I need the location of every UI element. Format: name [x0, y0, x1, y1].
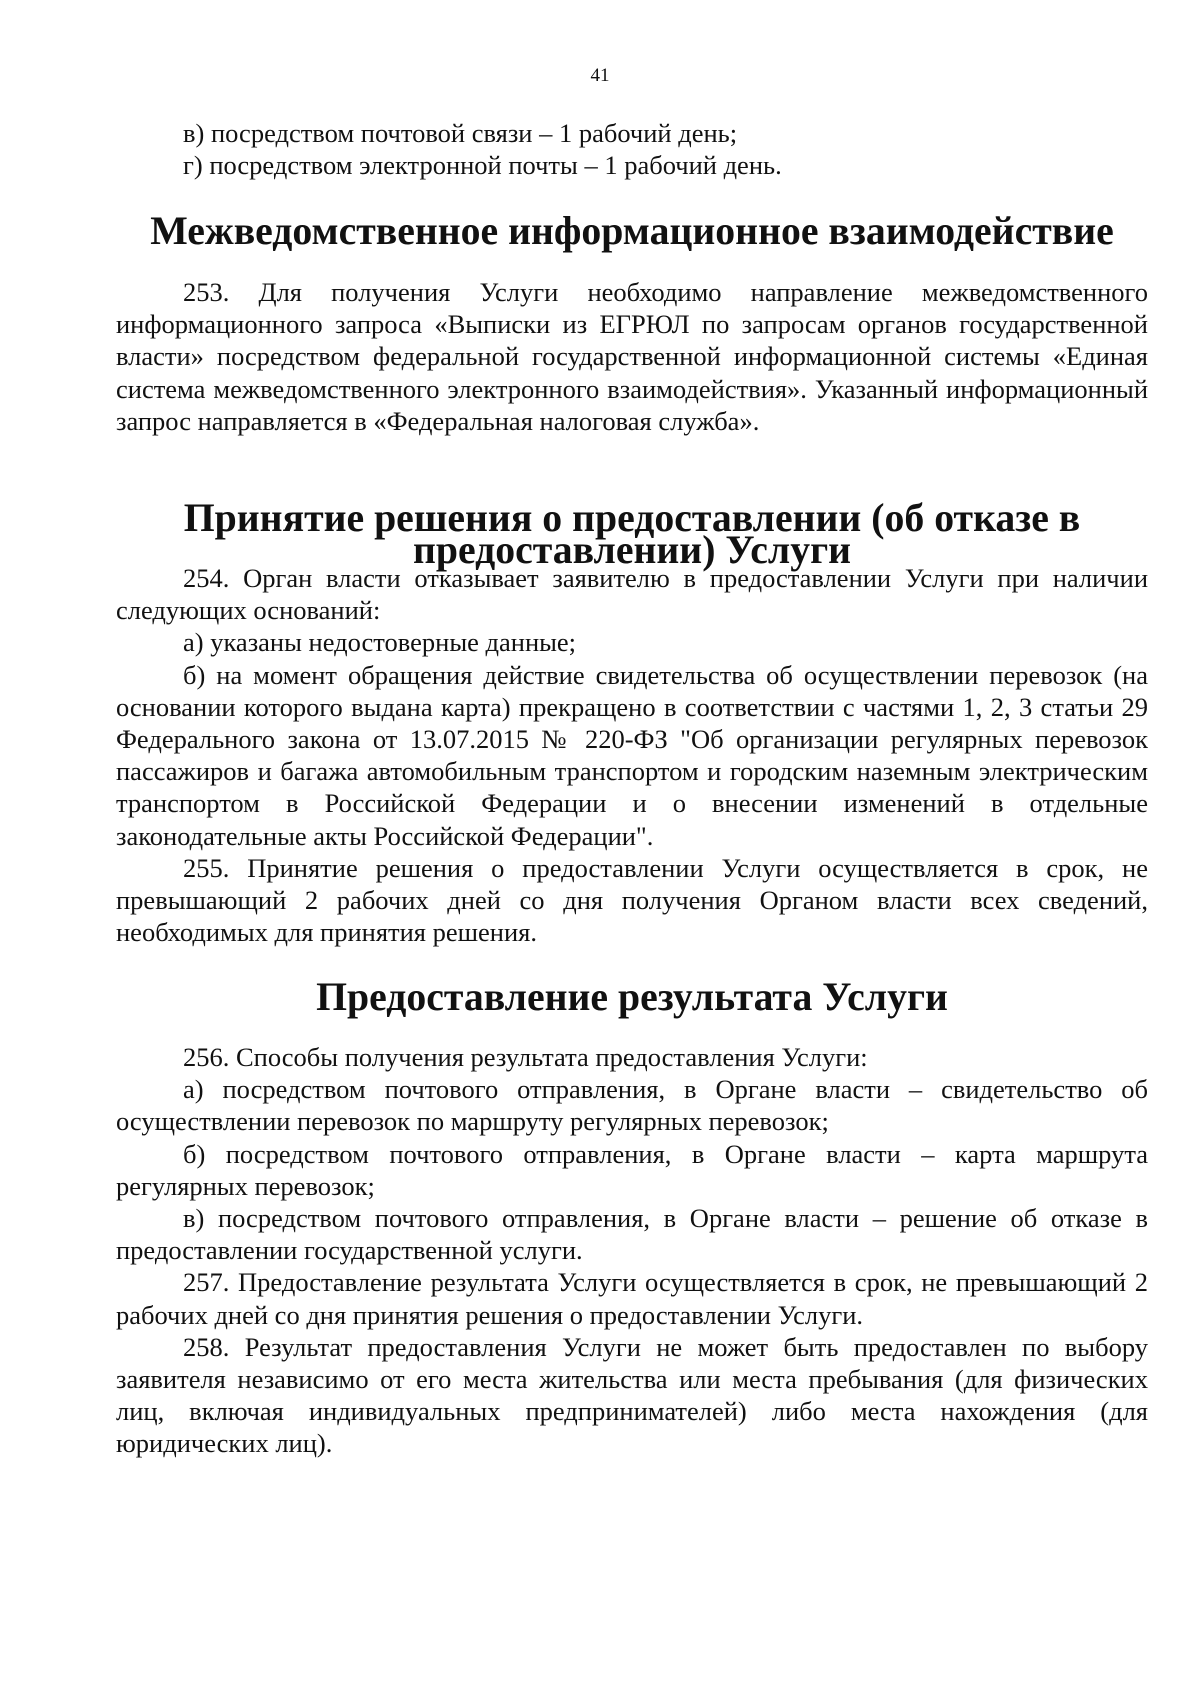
section-heading-interagency: Межведомственное информационное взаимодействие	[150, 209, 1114, 253]
section-result	[116, 1041, 1148, 1460]
paragraph: 253. Для получения Услуги необходимо направление межведомственного информационного запроса «Выписки из ЕГРЮЛ по запросам органов государственной власти» посредством федеральной государственной информационной системы «Единая система межведомственного электронного взаимодействия». Указанный информационный запрос направляется в «Федеральная налоговая служба».	[116, 277, 1148, 436]
paragraph: в) посредством почтового отправления, в Органе власти – решение об отказе в предоставлении государственной услуги.	[116, 1203, 1148, 1266]
paragraph: а) посредством почтового отправления, в Органе власти – свидетельство об осуществлении перевозок по маршруту регулярных перевозок;	[116, 1074, 1148, 1137]
section-delivery-methods	[116, 117, 1148, 181]
section-decision	[116, 562, 1148, 948]
paragraph: 255. Принятие решения о предоставлении Услуги осуществляется в срок, не превышающий 2 рабочих дней со дня получения Органом власти всех сведений, необходимых для принятия решения.	[116, 852, 1148, 948]
section-heading-result: Предоставление результата Услуги	[316, 975, 948, 1019]
paragraph: 257. Предоставление результата Услуги осуществляется в срок, не превышающий 2 рабочих дней со дня принятия решения о предоставлении Услуги.	[116, 1267, 1148, 1330]
section-interagency	[116, 276, 1148, 437]
paragraph: а) указаны недостоверные данные;	[183, 627, 577, 658]
paragraph: в) посредством почтовой связи – 1 рабочий день;	[183, 118, 738, 148]
paragraph: 256. Способы получения результата предоставления Услуги:	[183, 1042, 868, 1072]
section-heading-decision: Принятие решения о предоставлении (об отказе в предоставлении) Услуги	[183, 496, 1081, 573]
paragraph: б) на момент обращения действие свидетельства об осуществлении перевозок (на основании которого выдана карта) прекращено в соответствии с частями 1, 2, 3 статьи 29 Федерального закона от 13.07.2015 № 220-ФЗ "Об организации регулярных перевозок пассажиров и багажа автомобильным транспортом и городским наземным электрическим транспортом в Российской Федерации и о внесении изменений в отдельные законодательные акты Российской Федерации".	[116, 659, 1148, 851]
paragraph: г) посредством электронной почты – 1 рабочий день.	[183, 150, 782, 181]
page-number: 41	[590, 65, 610, 86]
paragraph: б) посредством почтового отправления, в Органе власти – карта маршрута регулярных перевозок;	[116, 1138, 1148, 1201]
paragraph: 258. Результат предоставления Услуги не может быть предоставлен по выбору заявителя независимо от его места жительства или места пребывания (для физических лиц, включая индивидуальных предпринимателей) либо места нахождения (для юридических лиц).	[116, 1331, 1148, 1459]
paragraph: 254. Орган власти отказывает заявителю в предоставлении Услуги при наличии следующих оснований:	[116, 563, 1148, 626]
